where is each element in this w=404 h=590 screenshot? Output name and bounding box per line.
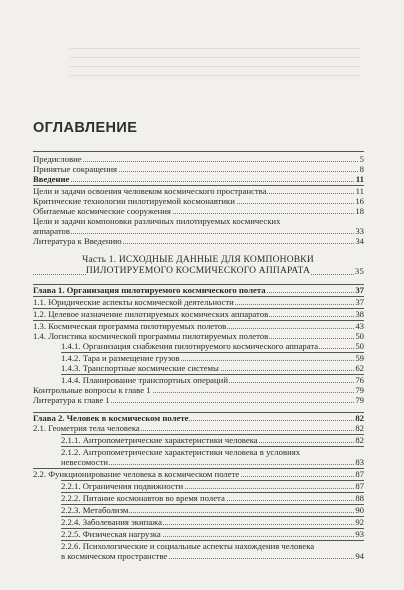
toc-entry: 2.2.5. Физическая нагрузка 93 [61,529,364,539]
toc-entry: Предисловие 5 [33,154,364,164]
page-title: ОГЛАВЛЕНИЕ [33,120,138,136]
toc-entry: 1.4.4. Планирование транспортных операций 76 [61,375,364,385]
toc-entry: 1.4.2. Тара и размещение грузов 59 [61,353,364,363]
toc-entry: Цели и задачи компоновки различных пилотируемых космических [33,216,281,226]
toc-entry: Глава 2. Человек в космическом полете 82 [33,413,364,423]
toc-entry: 1.1. Юридические аспекты космической деятельности 37 [33,297,364,307]
toc-entry-continued: в космическом пространстве 94 [61,551,364,561]
toc-entry: Введение 11 [33,174,364,184]
toc-entry: 1.4.1. Организация снабжения пилотируемого космического аппарата 50 [61,341,364,351]
toc-entry: 2.1.1. Антропометрические характеристики человека 82 [61,435,364,445]
part-title-line: Часть 1. ИСХОДНЫЕ ДАННЫЕ ДЛЯ КОМПОНОВКИ [82,255,314,265]
toc-entry: 1.4. Логистика космической программы пилотируемых полетов 50 [33,331,364,341]
table-of-contents [33,150,364,561]
toc-entry: 2.2.3. Метаболизм 90 [61,505,364,515]
toc-entry: Глава 1. Организация пилотируемого космического полета 37 [33,285,364,295]
toc-entry: 2.2.4. Заболевания экипажа 92 [61,517,364,527]
toc-entry: 2.1.2. Антропометрические характеристики человека в условиях [61,447,301,457]
toc-entry: Критические технологии пилотируемой космонавтики 16 [33,196,364,206]
toc-entry: 1.4.3. Транспортные космические системы 62 [61,363,364,373]
toc-entry: Литература к Введению 34 [33,236,364,246]
toc-entry-continued: невесомости 83 [61,457,364,467]
toc-entry: 1.2. Целевое назначение пилотируемых космических аппаратов 38 [33,309,364,319]
toc-entry: Литература к главе 1 79 [33,395,364,405]
part-title-line: ПИЛОТИРУЕМОГО КОСМИЧЕСКОГО АППАРАТА 35 [33,266,364,277]
toc-entry: 1.3. Космическая программа пилотируемых полетов 43 [33,321,364,331]
bleed-through-text [70,40,360,100]
toc-entry: Обитаемые космические сооружения 18 [33,206,364,216]
toc-entry: Принятые сокращения 8 [33,164,364,174]
divider [33,151,364,152]
toc-entry: 2.1. Геометрия тела человека 82 [33,423,364,433]
toc-entry: 2.2.1. Ограничения подвижности 87 [61,481,364,491]
toc-entry: 2.2.2. Питание космонавтов во время полета 88 [61,493,364,503]
toc-entry: Контрольные вопросы к главе 1 79 [33,385,364,395]
toc-entry: Цели и задачи освоения человеком космического пространства 11 [33,186,364,196]
toc-entry: 2.2.6. Психологические и социальные аспекты нахождения человека [61,541,315,551]
toc-entry-continued: аппаратов 33 [33,226,364,236]
toc-entry: 2.2. Функционирование человека в космическом полете 87 [33,469,364,479]
